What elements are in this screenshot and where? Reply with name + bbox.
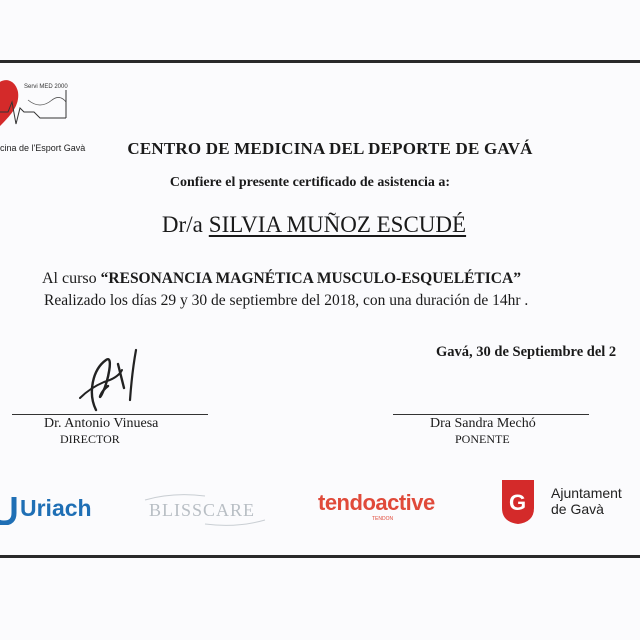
ajuntament-line1: Ajuntament [551,485,622,501]
ajuntament-logo [500,478,640,530]
ajuntament-badge: G [509,490,527,515]
uriach-mark-icon [0,493,18,525]
course-details: Realizado los días 29 y 30 de septiembre del 2018, con una duración de 14hr . [44,292,529,309]
ponente-signature-line [393,414,589,415]
director-signature [74,342,154,414]
course-title: “RESONANCIA MAGNÉTICA MUSCULO-ESQUELÉTICA” [100,270,521,287]
logo-caption: cina de l'Esport Gavà [0,143,86,153]
ponente-role: PONENTE [455,432,510,446]
tendoactive-logo [318,490,448,530]
tendoactive-subtext: TENDON [372,516,394,522]
servimed-logo [0,72,75,142]
recipient-name: SILVIA MUÑOZ ESCUDÉ [208,212,467,237]
place-date: Gavá, 30 de Septiembre del 2 [436,344,617,360]
uriach-text: Uriach [20,495,92,521]
director-name: Dr. Antonio Vinuesa [44,416,159,431]
center-name: CENTRO DE MEDICINA DEL DEPORTE DE GAVÁ [127,139,533,158]
director-role: DIRECTOR [60,432,120,446]
servimed-brand: Servi MED 2000 [24,84,68,90]
tendoactive-text: tendoactive [318,490,435,515]
recipient-line [0,212,640,238]
confers-line: Confiere el presente certificado de asistencia a: [169,175,451,190]
ajuntament-line2: de Gavà [551,501,604,517]
blisscare-logo [143,490,268,530]
course-lead: Al curso [42,270,97,287]
blisscare-text: BLISSCARE [149,500,256,520]
course-line [42,270,521,288]
director-signature-line [12,414,208,415]
heart-icon [0,72,75,142]
ponente-name: Dra Sandra Mechó [430,416,536,431]
recipient-prefix: Dr/a [161,212,203,237]
